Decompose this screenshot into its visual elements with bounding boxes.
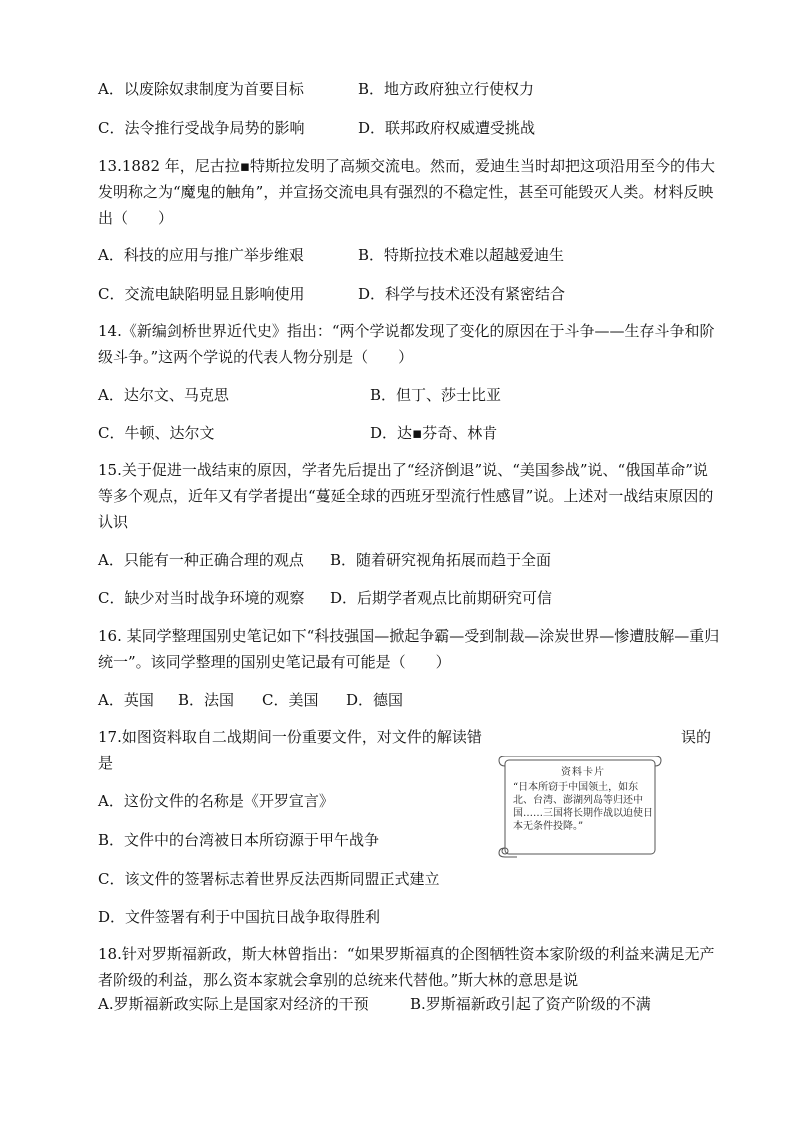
q14-option-b: B．但丁、莎士比亚	[370, 386, 502, 404]
q17-option-d: D．文件签署有利于中国抗日战争取得胜利	[98, 908, 381, 926]
q13-option-d: D．科学与技术还没有紧密结合	[358, 285, 566, 303]
q12-option-a: A．以废除奴隶制度为首要目标	[98, 80, 304, 98]
q13-option-c: C．交流电缺陷明显且影响使用	[98, 285, 305, 303]
q15-option-c: C．缺少对当时战争环境的观察	[98, 589, 305, 607]
q12-option-c: C．法令推行受战争局势的影响	[98, 119, 305, 137]
q17-stem-part1: 17.如图资料取自二战期间一份重要文件，对文件的解读错	[98, 728, 482, 746]
q14-option-a: A．达尔文、马克思	[98, 386, 229, 404]
q15-option-d: D．后期学者观点比前期研究可信	[330, 589, 553, 607]
q15-option-a: A．只能有一种正确合理的观点	[98, 551, 304, 569]
q18-stem: 18.针对罗斯福新政，斯大林曾指出：“如果罗斯福真的企图牺牲资本家阶级的利益来满足无产者阶级的利益，那么资本家就会拿别的总统来代替他。”斯大林的意思是说	[98, 945, 715, 989]
document-card	[497, 756, 665, 858]
q13-option-b: B．特斯拉技术难以超越爱迪生	[358, 246, 565, 264]
q12-option-b: B．地方政府独立行使权力	[358, 80, 535, 98]
q17-stem-part2: 误的	[681, 728, 712, 746]
q15-stem: 15.关于促进一战结束的原因，学者先后提出了“经济倒退”说、“美国参战”说、“俄国革命”说等多个观点，近年又有学者提出“蔓延全球的西班牙型流行性感冒”说。上述对一战结束原因的认识	[98, 461, 714, 531]
q17-option-b: B．文件中的台湾被日本所窃源于甲午战争	[98, 831, 380, 849]
q16-option-b: B．法国	[178, 691, 235, 709]
q15-option-b: B．随着研究视角拓展而趋于全面	[330, 551, 552, 569]
card-title: 资料卡片	[561, 767, 605, 778]
q16-option-c: C．美国	[262, 691, 319, 709]
q12-option-d: D．联邦政府权威遭受挑战	[358, 119, 536, 137]
q17-option-c: C．该文件的签署标志着世界反法西斯同盟正式建立	[98, 870, 440, 888]
q18-option-a: A.罗斯福新政实际上是国家对经济的干预	[98, 995, 369, 1013]
q16-option-a: A．英国	[98, 691, 154, 709]
q16-option-d: D．德国	[346, 691, 404, 709]
q13-stem: 13.1882 年，尼古拉▪特斯拉发明了高频交流电。然而，爱迪生当时却把这项沿用至今的伟大发明称之为“魔鬼的触角”，并宣扬交流电具有强烈的不稳定性，甚至可能毁灭人类。材料反映出（ ）	[98, 157, 715, 227]
card-quote: “日本所窃于中国领土，如东北、台湾、澎湖列岛等归还中国……三国将长期作战以迫使日本无条件投降。”	[513, 782, 653, 832]
q14-option-c: C．牛顿、达尔文	[98, 424, 215, 442]
q18-option-b: B.罗斯福新政引起了资产阶级的不满	[410, 995, 651, 1013]
q14-stem: 14.《新编剑桥世界近代史》指出：“两个学说都发现了变化的原因在于斗争——生存斗争和阶级斗争。”这两个学说的代表人物分别是（ ）	[98, 322, 715, 366]
q17-stem-part3: 是	[98, 754, 114, 772]
q16-stem: 16. 某同学整理国别史笔记如下“科技强国—掀起争霸—受到制裁—涂炭世界—惨遭肢解—重归统一”。该同学整理的国别史笔记最有可能是（ ）	[98, 627, 720, 671]
q13-option-a: A．科技的应用与推广举步维艰	[98, 246, 304, 264]
q17-option-a: A．这份文件的名称是《开罗宣言》	[98, 792, 334, 810]
q14-option-d: D．达▪芬奇、林肯	[370, 424, 498, 442]
